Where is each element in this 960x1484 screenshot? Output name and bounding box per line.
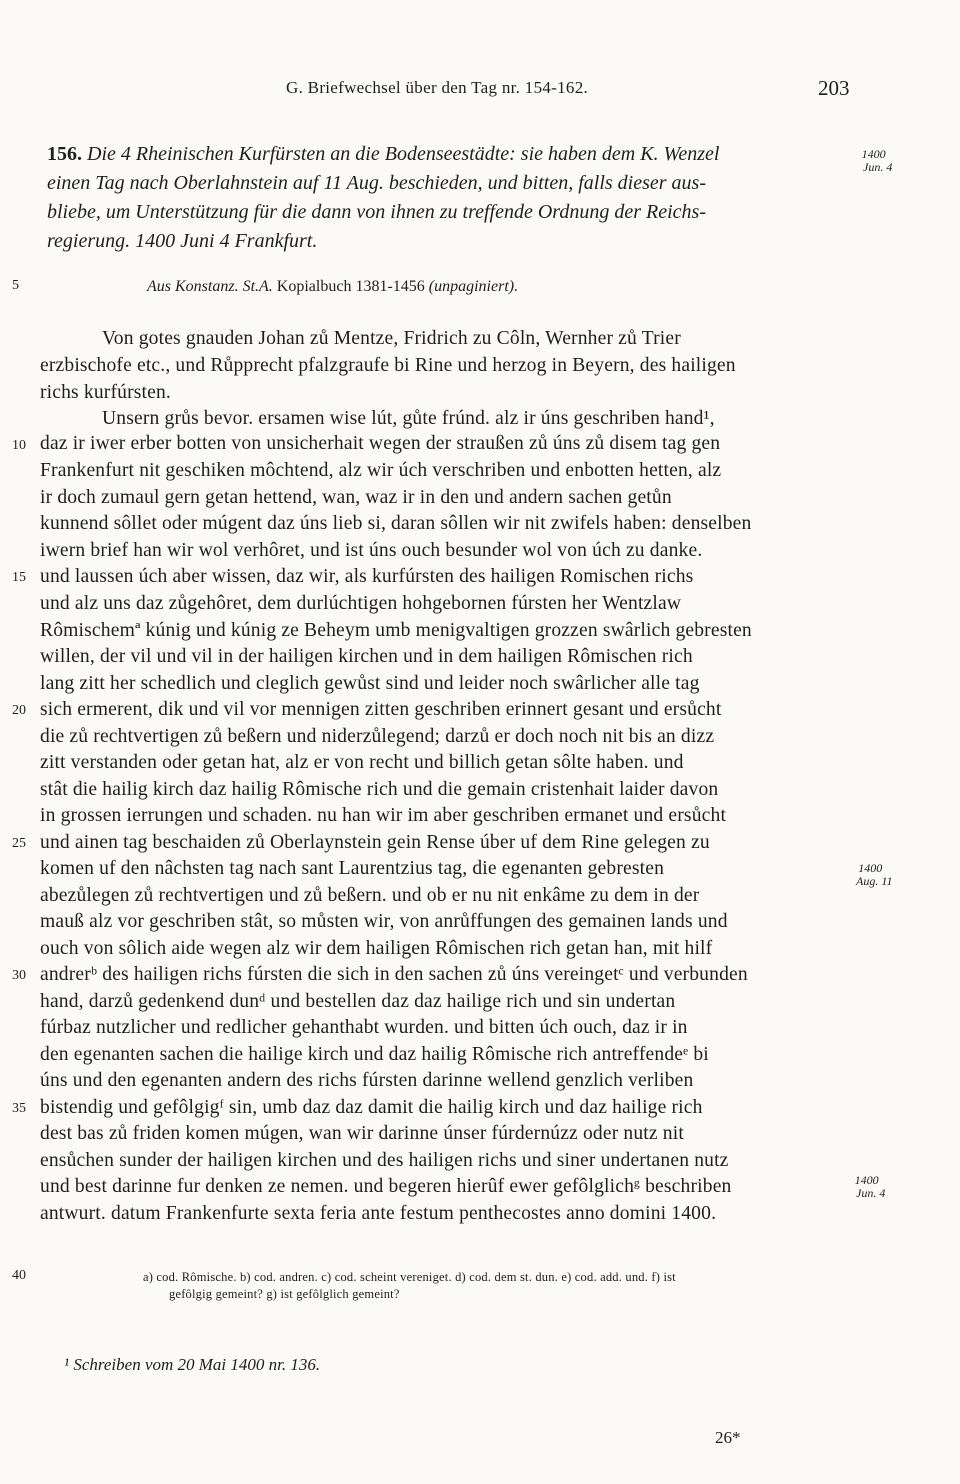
body-line: Frankenfurt nit geschiken môchtend, alz wir úch verschriben und enbotten hetten, alz: [40, 460, 722, 481]
body-line: daz ir iwer erber botten von unsicherhait wegen der straußen zů úns zů disem tag gen: [40, 433, 721, 454]
title-text-3: bliebe, um Unterstützung für die dann von ihnen zu treffende Ordnung der Reichs-: [47, 201, 706, 223]
title-text-4: regierung. 1400 Juni 4 Frankfurt.: [47, 230, 318, 252]
body-line: bistendig und gefôlgigᶠ sin, umb daz daz damit die hailig kirch und daz hailige rich: [40, 1097, 703, 1118]
body-line: iwern brief han wir wol verhôret, und ist úns ouch besunder wol von úch zu danke.: [40, 540, 703, 561]
margin-note: [855, 148, 892, 174]
line-number-30: 30: [12, 968, 26, 983]
body-line: und ainen tag beschaiden zů Oberlaynstein gein Rense úber uf dem Rine gelegen zu: [40, 832, 710, 853]
page-number: 203: [818, 76, 850, 100]
title-text-2: einen Tag nach Oberlahnstein auf 11 Aug. beschieden, und bitten, falls dieser aus-: [47, 172, 707, 194]
margin-note: [848, 1174, 885, 1200]
margin-note: [848, 862, 892, 888]
body-line: Rômischemª kúnig und kúnig ze Beheym umb menigvaltigen grozzen swârlich gebresten: [40, 620, 752, 641]
body-line: die zů rechtvertigen zů beßern und niderzůlegend; darzů er doch noch nit bis an dizz: [40, 726, 715, 747]
margin-note-year: 1400: [858, 861, 883, 875]
line-number-35: 35: [12, 1101, 26, 1116]
body-line: Von gotes gnauden Johan zů Mentze, Fridrich zu Côln, Wernher zů Trier: [102, 328, 681, 349]
title-text-1: Die 4 Rheinischen Kurfürsten an die Bodenseestädte: sie haben dem K. Wenzel: [87, 143, 720, 165]
body-line: und best darinne fur denken ze nemen. und begeren hierûf ewer gefôlglichᵍ beschriben: [40, 1176, 732, 1197]
line-number-40: 40: [12, 1268, 26, 1283]
body-line: hand, darzů gedenkend dunᵈ und bestellen daz daz hailige rich und sin undertan: [40, 991, 676, 1012]
body-line: ir doch zumaul gern getan hettend, wan, waz ir in den und andern sachen getůn: [40, 487, 672, 508]
body-line: kunnend sôllet oder múgent daz úns lieb si, daran sôllen wir nit zwifels haben: denselben: [40, 513, 752, 534]
footnote-line-1: a) cod. Rômische. b) cod. andren. c) cod. scheint vereniget. d) cod. dem st. dun. e) cod. add. und. f) ist: [143, 1270, 676, 1284]
body-line: andrerᵇ des hailigen richs fúrsten die sich in den sachen zů úns vereingetᶜ und verbunden: [40, 964, 748, 985]
body-line: und laussen úch aber wissen, daz wir, als kurfúrsten des hailigen Romischen richs: [40, 566, 694, 587]
source-line: [147, 278, 518, 296]
body-line: lang zitt her schedlich und cleglich gewůst sind und leider noch swârlicher alle tag: [40, 673, 700, 694]
line-number-25: 25: [12, 836, 26, 851]
body-line: stât die hailig kirch daz hailig Rômische rich und die gemain cristenhait laider davon: [40, 779, 719, 800]
document-title-line-1: [47, 143, 719, 166]
body-line: in grossen ierrungen und schaden. nu han wir im aber geschriben ermanet und ersůcht: [40, 805, 727, 826]
source-prefix: Aus Konstanz. St.A.: [147, 278, 273, 295]
body-line: und alz uns daz zůgehôret, dem durlúchtigen hohgebornen fúrsten her Wentzlaw: [40, 593, 682, 614]
running-title: G. Briefwechsel über den Tag nr. 154-162.: [286, 78, 589, 97]
margin-note-date: Jun. 4: [863, 160, 893, 174]
body-line: richs kurfúrsten.: [40, 382, 171, 403]
body-line: komen uf den nâchsten tag nach sant Laurentzius tag, die egenanten gebresten: [40, 858, 665, 879]
body-line: abezůlegen zů rechtvertigen und zů beßern. und ob er nu nit enkâme zu dem in der: [40, 885, 700, 906]
line-number-5: 5: [12, 278, 19, 293]
body-line: ouch von sôlich aide wegen alz wir dem hailigen Rômischen rich getan han, mit hilf: [40, 938, 713, 959]
body-line: erzbischofe etc., und Růpprecht pfalzgraufe bi Rine und herzog in Beyern, des hailigen: [40, 355, 736, 376]
body-line: den egenanten sachen die hailige kirch und daz hailig Rômische rich antreffendeᵉ bi: [40, 1044, 709, 1065]
line-number-15: 15: [12, 570, 26, 585]
body-line: mauß alz vor geschriben stât, so můsten wir, von anrůffungen des gemainen lands und: [40, 911, 728, 932]
margin-note-year: 1400: [854, 1173, 879, 1187]
body-line: antwurt. datum Frankenfurte sexta feria ante festum penthecostes anno domini 1400.: [40, 1203, 717, 1224]
body-line: willen, der vil und vil in der hailigen kirchen und in dem hailigen Rômischen rich: [40, 646, 693, 667]
body-line: ensůchen sunder der hailigen kirchen und des hailigen richs und siner undertanen nutz: [40, 1150, 729, 1171]
body-line: úns und den egenanten andern des richs fúrsten darinne wellend genzlich verliben: [40, 1070, 694, 1091]
source-note: (unpaginiert).: [428, 278, 519, 295]
line-number-10: 10: [12, 438, 26, 453]
body-line: sich ermerent, dik und vil vor mennigen zitten geschriben erinnert gesant und ersůcht: [40, 699, 722, 720]
body-line: zitt verstanden oder getan hat, alz er von recht und billich getan sôlte haben. und: [40, 752, 684, 773]
footnote-1: ¹ Schreiben vom 20 Mai 1400 nr. 136.: [64, 1355, 321, 1374]
margin-note-date: Aug. 11: [856, 874, 893, 888]
signature-mark: 26*: [715, 1428, 741, 1447]
margin-note-year: 1400: [861, 147, 886, 161]
body-line: fúrbaz nutzlicher und redlicher gehanthabt wurden. und bitten úch ouch, daz ir in: [40, 1017, 688, 1038]
document-number: 156.: [47, 143, 82, 165]
source-text: Kopialbuch 1381-1456: [276, 278, 425, 295]
footnote-line-2: gefôlgig gemeint? g) ist gefôlglich gemeint?: [169, 1287, 400, 1301]
line-number-20: 20: [12, 703, 26, 718]
body-line: dest bas zů friden komen múgen, wan wir darinne únser fúrdernúzz oder nutz nit: [40, 1123, 684, 1144]
body-line: Unsern grůs bevor. ersamen wise lút, gůte frúnd. alz ir úns geschriben hand¹,: [102, 408, 715, 429]
margin-note-date: Jun. 4: [856, 1186, 886, 1200]
